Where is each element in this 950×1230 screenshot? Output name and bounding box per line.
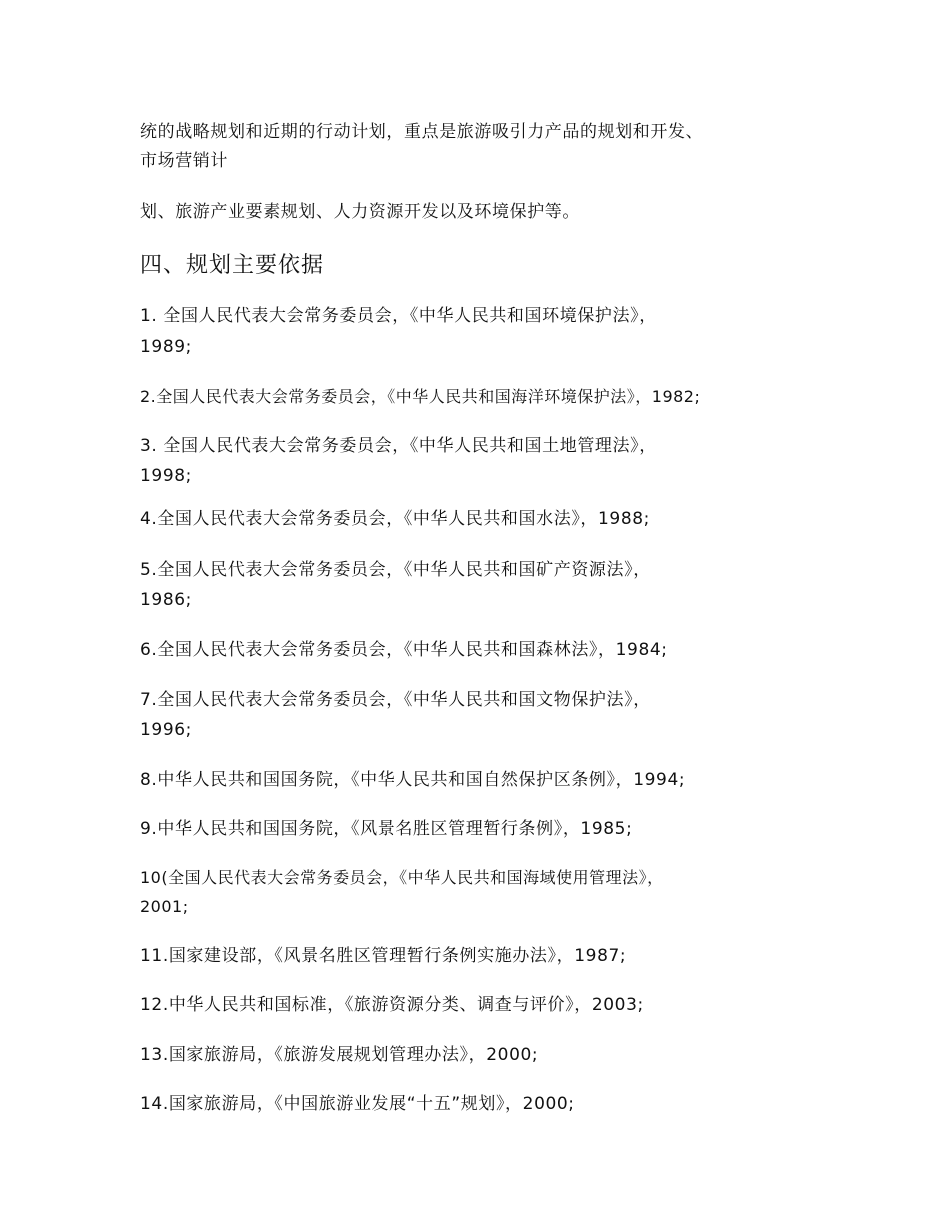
- reference-item-5-year: 1986;: [140, 590, 192, 610]
- reference-item-3-year: 1998;: [140, 466, 192, 486]
- reference-item-1: 1. 全国人民代表大会常务委员会，《中华人民共和国环境保护法》，: [140, 306, 657, 326]
- reference-item-13: 13.国家旅游局，《旅游发展规划管理办法》，2000;: [140, 1045, 539, 1065]
- reference-item-4: 4.全国人民代表大会常务委员会，《中华人民共和国水法》，1988;: [140, 509, 651, 529]
- reference-item-12: 12.中华人民共和国标准，《旅游资源分类、调查与评价》，2003;: [140, 995, 644, 1015]
- section-heading: 四、规划主要依据: [140, 253, 325, 278]
- reference-item-11: 11.国家建设部，《风景名胜区管理暂行条例实施办法》，1987;: [140, 946, 627, 966]
- intro-text-line-3: 划、旅游产业要素规划、人力资源开发以及环境保护等。: [140, 202, 580, 222]
- reference-item-10-year: 2001;: [140, 897, 189, 916]
- intro-text-line-2: 市场营销计: [140, 151, 228, 171]
- reference-item-3: 3. 全国人民代表大会常务委员会，《中华人民共和国土地管理法》，: [140, 436, 657, 456]
- reference-item-2: 2.全国人民代表大会常务委员会，《中华人民共和国海洋环境保护法》，1982;: [140, 387, 701, 406]
- reference-item-10: 10(全国人民代表大会常务委员会，《中华人民共和国海域使用管理法》，: [140, 868, 664, 887]
- reference-item-5: 5.全国人民代表大会常务委员会，《中华人民共和国矿产资源法》，: [140, 560, 651, 580]
- reference-item-1-year: 1989;: [140, 337, 192, 357]
- reference-item-14: 14.国家旅游局，《中国旅游业发展“十五”规划》，2000;: [140, 1094, 575, 1114]
- reference-item-9: 9.中华人民共和国国务院，《风景名胜区管理暂行条例》，1985;: [140, 819, 633, 839]
- reference-item-6: 6.全国人民代表大会常务委员会，《中华人民共和国森林法》，1984;: [140, 640, 668, 660]
- reference-item-8: 8.中华人民共和国国务院，《中华人民共和国自然保护区条例》，1994;: [140, 770, 686, 790]
- intro-text-line-1: 统的战略规划和近期的行动计划，重点是旅游吸引力产品的规划和开发、: [140, 122, 704, 142]
- reference-item-7-year: 1996;: [140, 720, 192, 740]
- reference-item-7: 7.全国人民代表大会常务委员会，《中华人民共和国文物保护法》，: [140, 690, 651, 710]
